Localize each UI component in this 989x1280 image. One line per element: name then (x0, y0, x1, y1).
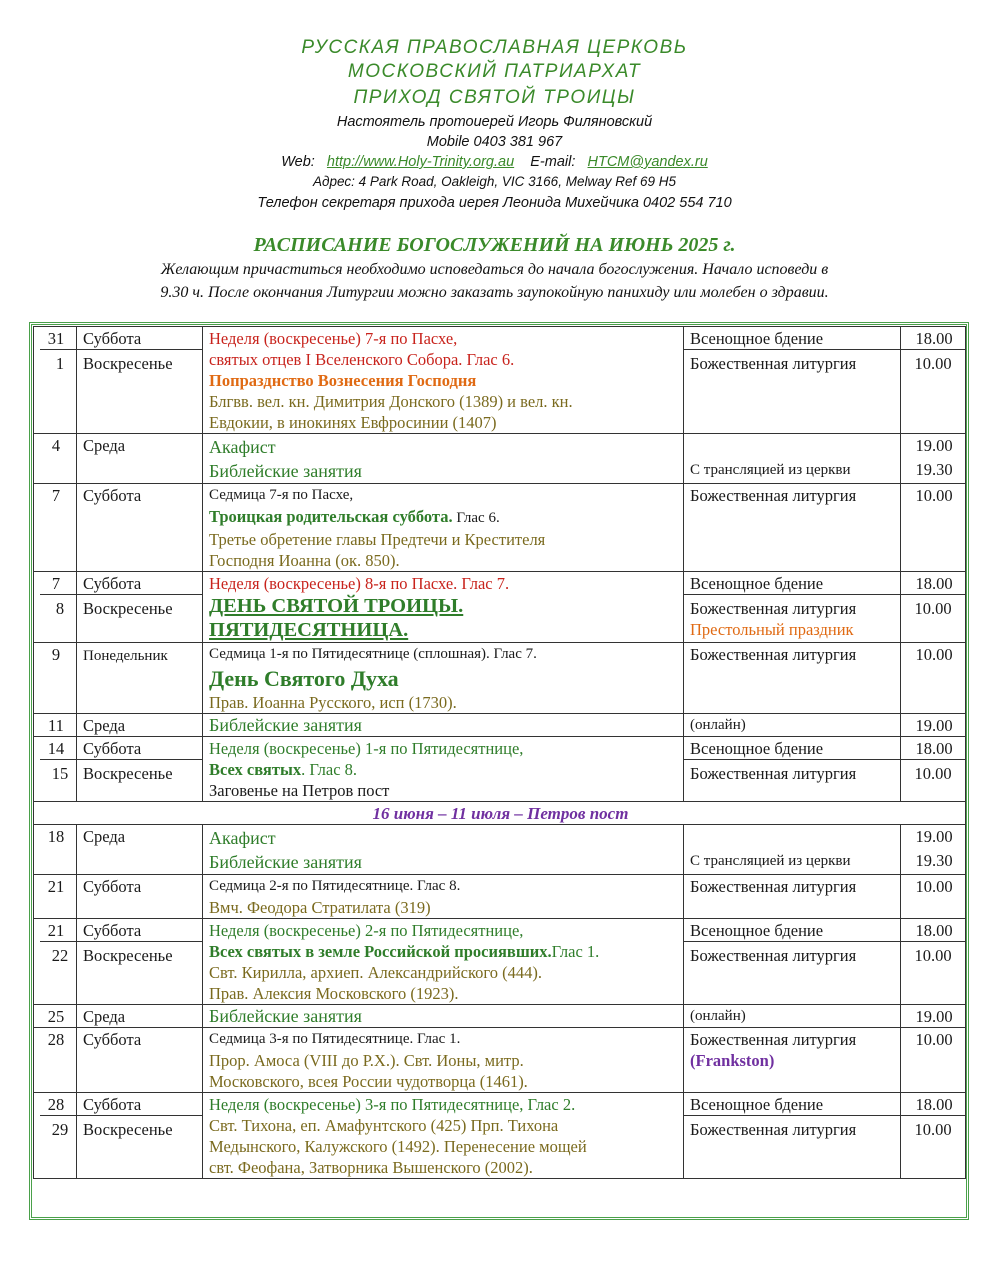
service-cell: Всенощное бдение Божественная литургия (684, 1093, 901, 1179)
weekday-cell: Суббота Воскресенье (77, 919, 203, 1005)
address-line: Адрес: 4 Park Road, Oakleigh, VIC 3166, Melway Ref 69 H5 (313, 174, 676, 189)
weekday-cell: Понедельник (77, 643, 203, 714)
fast-period-banner: 16 июня – 11 июля – Петров пост (34, 802, 966, 825)
event-cell: Библейские занятия (203, 714, 684, 737)
table-row (34, 327, 966, 434)
event-cell: Акафист Библейские занятия (203, 434, 684, 484)
time-cell: 10.00 (901, 484, 966, 572)
service-cell: Божественная литургия (684, 484, 901, 572)
service-cell: (онлайн) (684, 714, 901, 737)
time-cell: 19.00 19.30 (901, 434, 966, 484)
date-cell: 21 (34, 875, 77, 919)
time-cell: 19.00 (901, 1005, 966, 1028)
weekday-cell: Суббота Воскресенье (77, 572, 203, 643)
service-cell: Всенощное бдение Божественная литургия (684, 919, 901, 1005)
service-cell: С трансляцией из церкви (684, 825, 901, 875)
service-cell: Всенощное бдение Божественная литургия Престольный праздник (684, 572, 901, 643)
event-cell: Акафист Библейские занятия (203, 825, 684, 875)
weekday-cell: Среда (77, 714, 203, 737)
table-row (34, 825, 966, 875)
email-link[interactable]: HTCM@yandex.ru (587, 154, 708, 170)
weekday-cell: Суббота (77, 875, 203, 919)
event-cell: Седмица 2-я по Пятидесятнице. Глас 8. Вмч. Феодора Стратилата (319) (203, 875, 684, 919)
service-cell: (онлайн) (684, 1005, 901, 1028)
page-title: РАСПИСАНИЕ БОГОСЛУЖЕНИЙ НА ИЮНЬ 2025 г. (253, 234, 736, 256)
church-name: РУССКАЯ ПРАВОСЛАВНАЯ ЦЕРКОВЬ (301, 37, 688, 58)
service-cell: Всенощное бдение Божественная литургия (684, 327, 901, 434)
table-row (34, 875, 966, 919)
weekday-cell: Суббота Воскресенье (77, 737, 203, 802)
weekday-cell: Среда (77, 434, 203, 484)
intro-line-2: 9.30 ч. После окончания Литургии можно заказать заупокойную панихиду или молебен о здравии. (160, 284, 829, 301)
time-cell: 18.00 10.00 (901, 737, 966, 802)
table-row (34, 802, 966, 825)
parish-name: ПРИХОД СВЯТОЙ ТРОИЦЫ (353, 87, 636, 108)
time-cell: 10.00 (901, 1028, 966, 1093)
weekday-cell: Среда (77, 1005, 203, 1028)
table-row (34, 1005, 966, 1028)
time-cell: 19.00 19.30 (901, 825, 966, 875)
date-cell: 7 8 (34, 572, 77, 643)
time-cell: 18.00 10.00 (901, 1093, 966, 1179)
event-cell: Неделя (воскресенье) 2-я по Пятидесятнице, Всех святых в земле Российской просиявших.Глас 1. Свт. Кирилла, архиеп. Александрийского (444). Прав. Алексия Московского (1923). (203, 919, 684, 1005)
phone-line: Телефон секретаря прихода иерея Леонида Михейчика 0402 554 710 (257, 195, 732, 211)
event-cell: Неделя (воскресенье) 1-я по Пятидесятнице, Всех святых. Глас 8. Заговенье на Петров пост (203, 737, 684, 802)
date-cell: 21 22 (34, 919, 77, 1005)
table-row (34, 919, 966, 1005)
weekday-cell: Среда (77, 825, 203, 875)
date-cell: 28 29 (34, 1093, 77, 1179)
web-link[interactable]: http://www.Holy-Trinity.org.au (326, 154, 515, 170)
time-cell: 18.00 10.00 (901, 919, 966, 1005)
date-cell: 14 15 (34, 737, 77, 802)
intro-line-1: Желающим причаститься необходимо исповедаться до начала богослужения. Начало исповеди в (160, 261, 829, 278)
weekday-cell: Суббота Воскресенье (77, 1093, 203, 1179)
date-cell: 31 1 (34, 327, 77, 434)
table-row (34, 714, 966, 737)
weekday-cell: Суббота Воскресенье (77, 327, 203, 434)
weekday-cell: Суббота (77, 1028, 203, 1093)
date-cell: 18 (34, 825, 77, 875)
date-cell: 11 (34, 714, 77, 737)
event-cell: Седмица 7-я по Пасхе, Троицкая родительская суббота. Глас 6. Третье обретение главы Предтечи и Крестителя Господня Иоанна (ок. 850). (203, 484, 684, 572)
service-cell: Всенощное бдение Божественная литургия (684, 737, 901, 802)
date-cell: 4 (34, 434, 77, 484)
time-cell: 18.00 10.00 (901, 327, 966, 434)
weekday-cell: Суббота (77, 484, 203, 572)
web-label: Web: (281, 154, 315, 170)
service-cell: Божественная литургия (684, 875, 901, 919)
date-cell: 9 (34, 643, 77, 714)
time-cell: 18.00 10.00 (901, 572, 966, 643)
email-label: E-mail: (530, 154, 576, 170)
event-cell: Неделя (воскресенье) 7-я по Пасхе, святых отцев I Вселенского Собора. Глас 6. Попразднство Вознесения Господня Блгвв. вел. кн. Димитрия Донского (1389) и вел. кн. Евдокии, в инокинях Евфросинии (1407) (203, 327, 684, 434)
time-cell: 10.00 (901, 875, 966, 919)
patriarchate-name: МОСКОВСКИЙ ПАТРИАРХАТ (347, 61, 642, 82)
rector-line: Настоятель протоиерей Игорь Филяновский (336, 114, 653, 130)
table-row (34, 643, 966, 714)
table-row (34, 572, 966, 643)
contacts-line (0, 152, 989, 172)
table-row (34, 737, 966, 802)
service-cell: Божественная литургия (Frankston) (684, 1028, 901, 1093)
event-cell: Неделя (воскресенье) 3-я по Пятидесятнице, Глас 2. Свт. Тихона, еп. Амафунтского (425) Прп. Тихона Медынского, Калужского (1492). Перенесение мощей свт. Феофана, Затворника Вышенского (2002). (203, 1093, 684, 1179)
service-cell: С трансляцией из церкви (684, 434, 901, 484)
date-cell: 25 (34, 1005, 77, 1028)
event-cell: Седмица 1-я по Пятидесятнице (сплошная). Глас 7. День Святого Духа Прав. Иоанна Русского, исп (1730). (203, 643, 684, 714)
event-cell: Седмица 3-я по Пятидесятнице. Глас 1. Прор. Амоса (VIII до Р.Х.). Свт. Ионы, митр. Московского, всея России чудотворца (1461). (203, 1028, 684, 1093)
event-cell: Библейские занятия (203, 1005, 684, 1028)
service-cell: Божественная литургия (684, 643, 901, 714)
date-cell: 28 (34, 1028, 77, 1093)
date-cell: 7 (34, 484, 77, 572)
table-row (34, 1093, 966, 1179)
table-row (34, 1028, 966, 1093)
time-cell: 19.00 (901, 714, 966, 737)
mobile-line: Mobile 0403 381 967 (426, 134, 563, 150)
table-row (34, 434, 966, 484)
event-cell: Неделя (воскресенье) 8-я по Пасхе. Глас 7. ДЕНЬ СВЯТОЙ ТРОИЦЫ. ПЯТИДЕСЯТНИЦА. (203, 572, 684, 643)
schedule-table (33, 326, 966, 1179)
table-row (34, 484, 966, 572)
time-cell: 10.00 (901, 643, 966, 714)
